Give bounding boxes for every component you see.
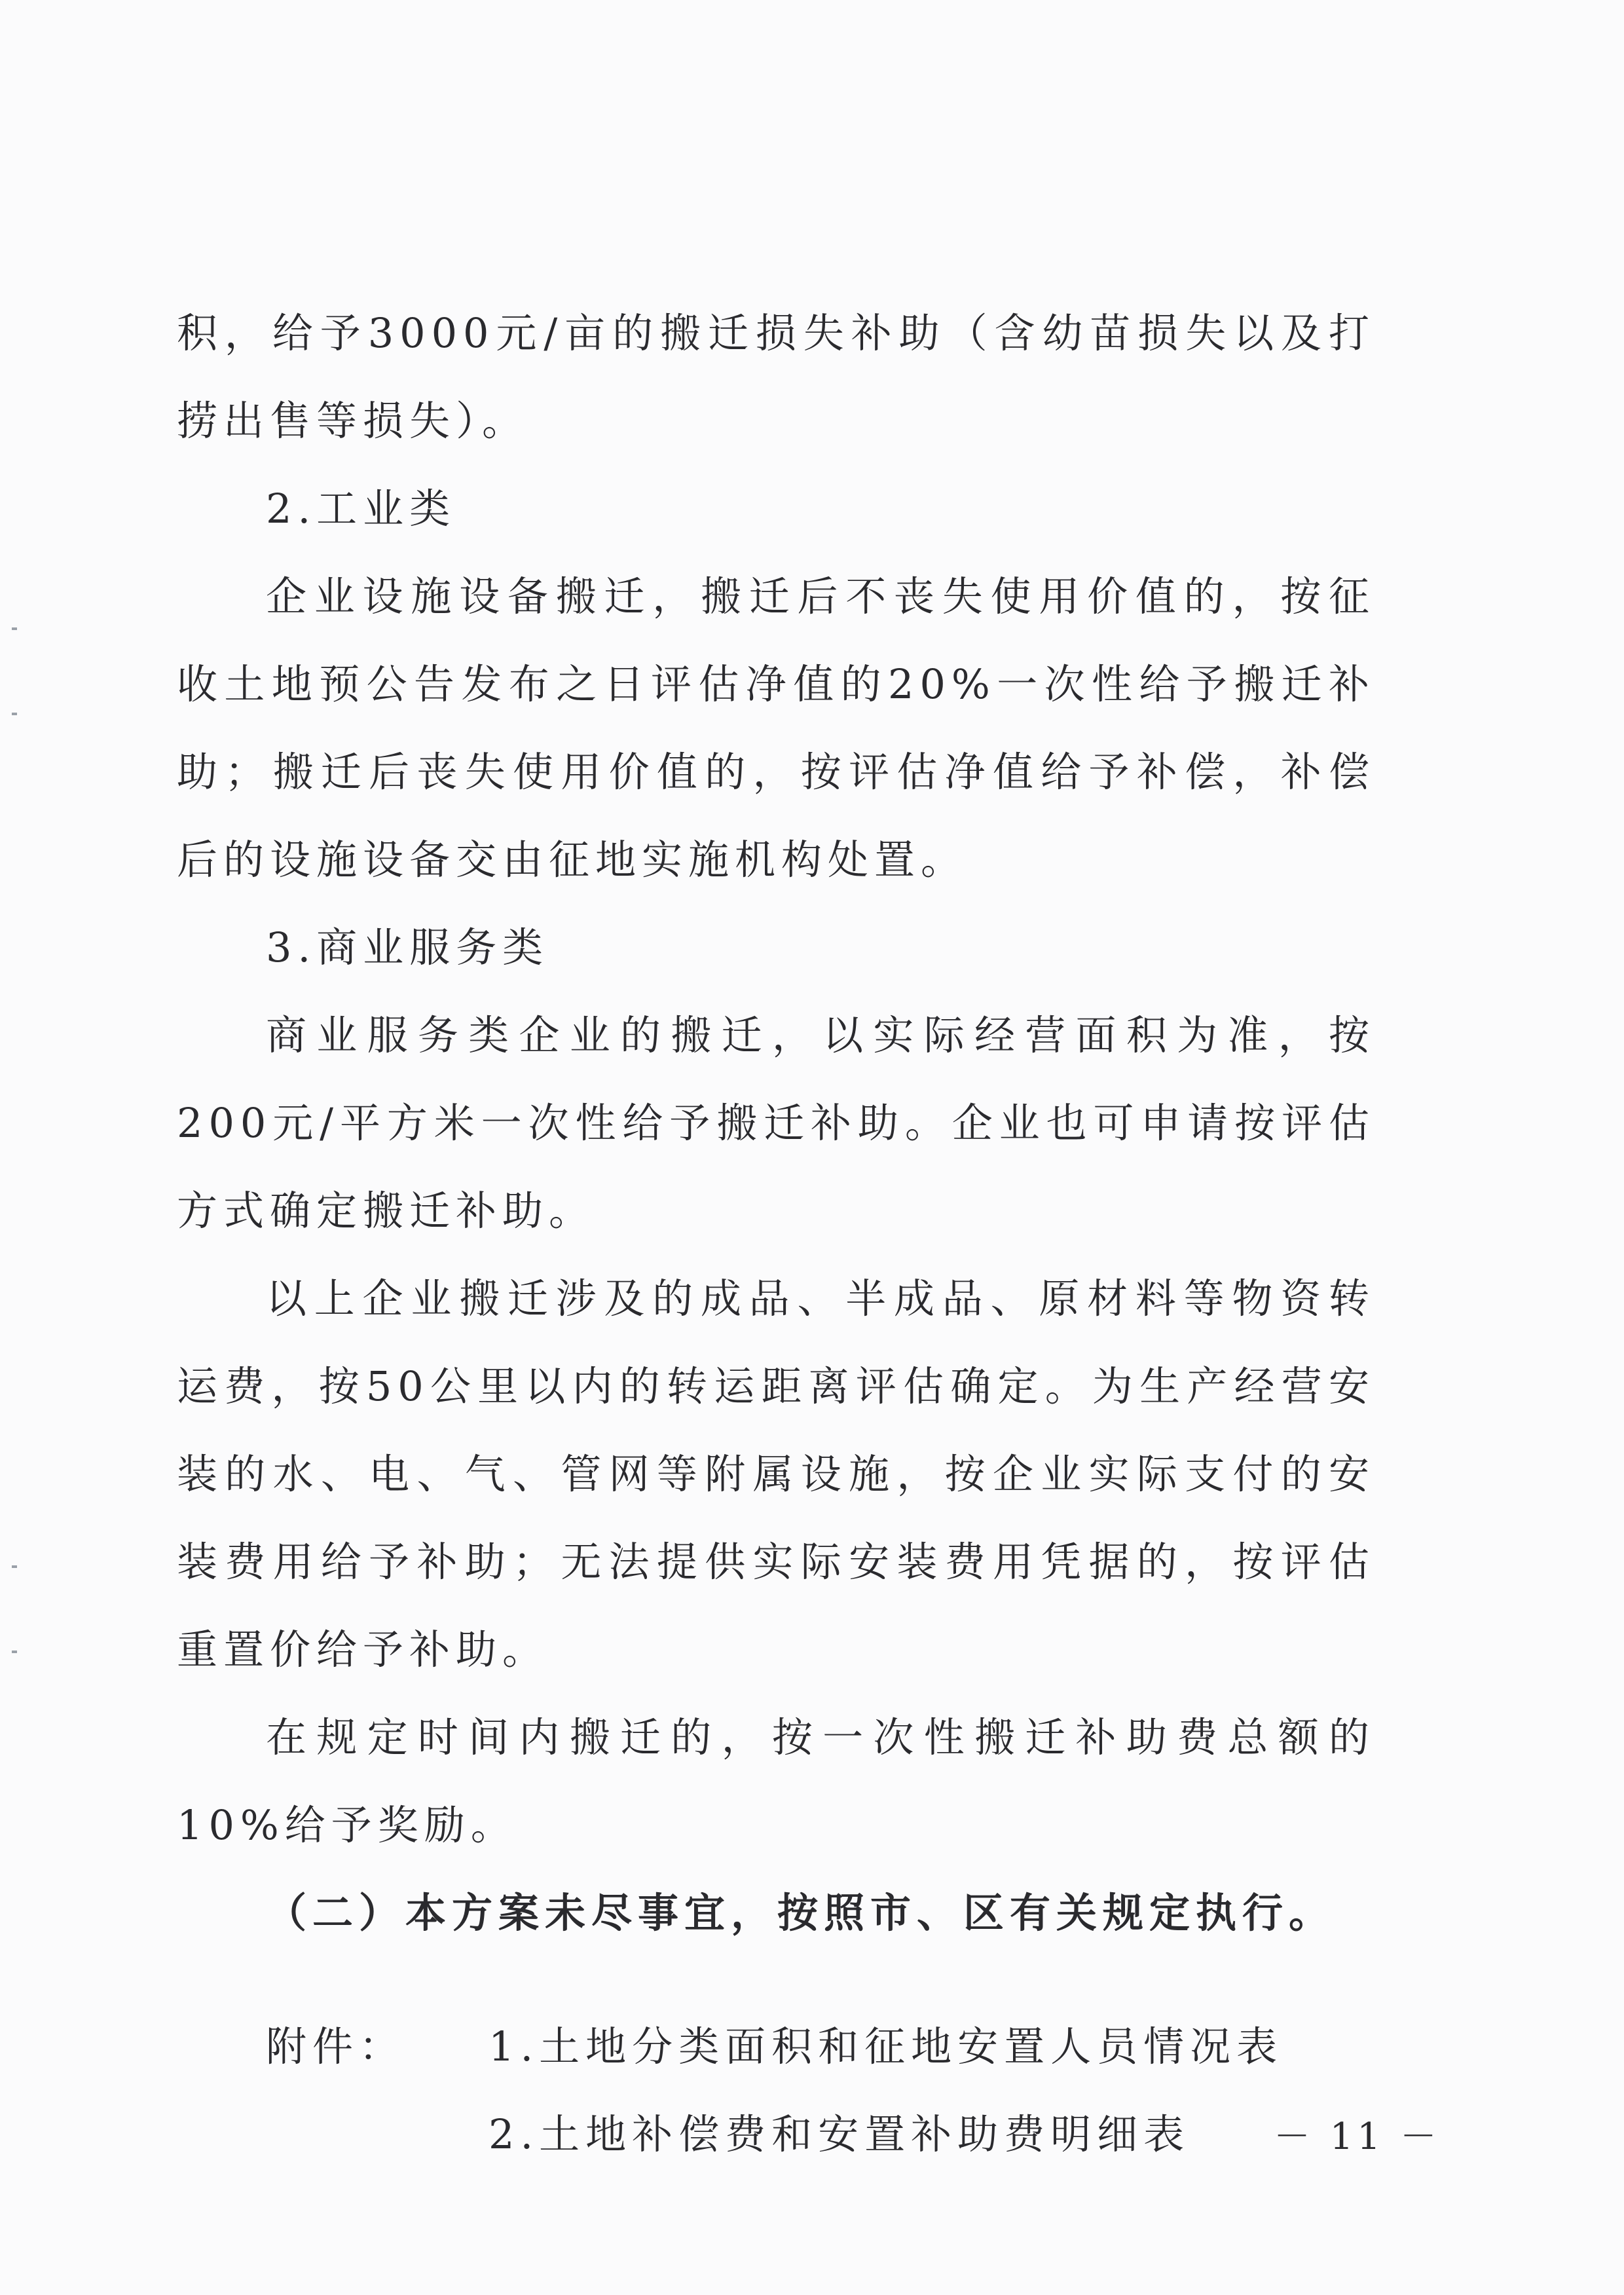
section-two-heading: （二）本方案未尽事宜，按照市、区有关规定执行。 (266, 1889, 1336, 1937)
heading-commercial: 3.商业服务类 (266, 924, 549, 971)
scan-edge-mark (12, 627, 17, 630)
attachments-label: 附件： (266, 2023, 406, 2070)
scan-edge-mark (12, 713, 17, 715)
paragraph-commercial: 商业服务类企业的搬迁，以实际经营面积为准，按200元/平方米一次性给予搬迁补助。企业也可申请按评估方式确定搬迁补助。 (177, 1011, 1375, 1235)
attachments (177, 2003, 1375, 2178)
paragraph-continuation: 积，给予3000元/亩的搬迁损失补助（含幼苗损失以及打捞出售等损失）。 (177, 309, 1375, 445)
scan-edge-mark (12, 1565, 17, 1568)
attachment-row (177, 2091, 1375, 2178)
paragraph-reward: 在规定时间内搬迁的，按一次性搬迁补助费总额的10%给予奖励。 (177, 1713, 1375, 1849)
scan-edge-mark (12, 1651, 17, 1653)
paragraph-transport: 以上企业搬迁涉及的成品、半成品、原材料等物资转运费，按50公里以内的转运距离评估确定。为生产经营安装的水、电、气、管网等附属设施，按企业实际支付的安装费用给予补助；无法提供实际安装费用凭据的，按评估重置价给予补助。 (177, 1275, 1375, 1673)
attachment-item: 1.土地分类面积和征地安置人员情况表 (489, 2023, 1283, 2070)
heading-industrial: 2.工业类 (266, 485, 456, 532)
spacer (177, 1957, 1375, 2003)
page-number: － 11 － (1274, 2116, 1441, 2158)
body-text (177, 289, 1375, 2178)
attachment-row (177, 2003, 1375, 2091)
attachment-item: 2.土地补偿费和安置补助费明细表 (489, 2110, 1190, 2158)
paragraph-industrial: 企业设施设备搬迁，搬迁后不丧失使用价值的，按征收土地预公告发布之日评估净值的20%一次性给予搬迁补助；搬迁后丧失使用价值的，按评估净值给予补偿，补偿后的设施设备交由征地实施机构处置。 (177, 572, 1375, 884)
